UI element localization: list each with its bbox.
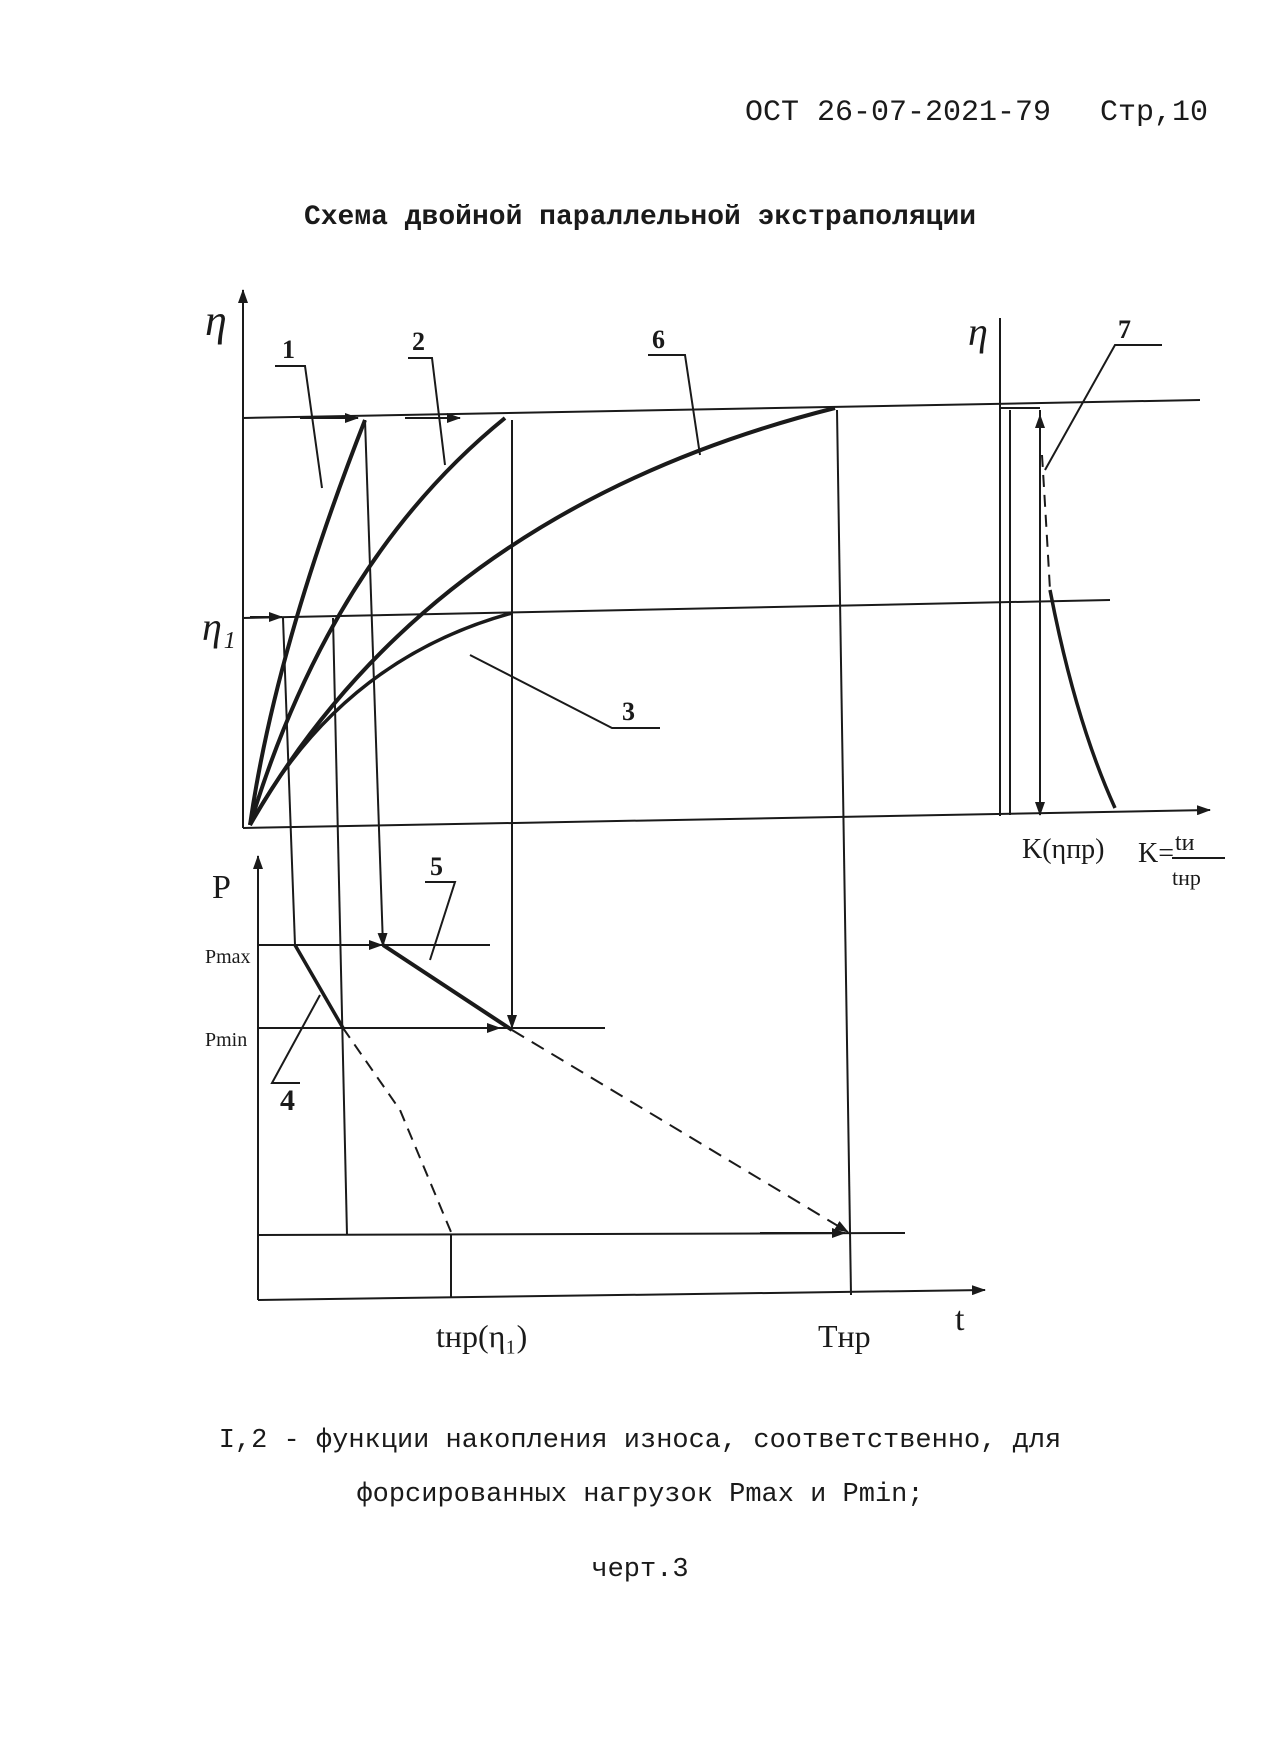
eta1-label: η₁ <box>202 604 236 649</box>
t-axis-label: t <box>955 1301 965 1338</box>
t-np-label: tнр(η₁) <box>436 1318 528 1354</box>
proj-6-top <box>837 410 851 1295</box>
curve-label-1: 1 <box>282 335 295 364</box>
curve-label-7: 7 <box>1118 315 1131 344</box>
leader-2 <box>408 358 445 465</box>
pmax-label: Pmax <box>205 946 251 968</box>
caption-line-2: форсированных нагрузок Pmax и Pmin; <box>356 1480 924 1510</box>
curve-label-3: 3 <box>622 697 635 726</box>
eta-right-axis-label: η <box>968 309 988 354</box>
page-number: Стр,10 <box>1100 96 1209 130</box>
figure-label: черт.3 <box>591 1555 689 1585</box>
k-formula-numerator: tи <box>1175 830 1195 856</box>
eta-limit-line <box>243 400 1200 418</box>
diagram-title: Схема двойной параллельной экстраполяции <box>303 202 977 233</box>
k-formula-denominator: tнр <box>1172 865 1201 890</box>
curve-label-2: 2 <box>412 327 425 356</box>
T-np-label: Tнр <box>818 1318 871 1354</box>
curve-label-6: 6 <box>652 325 665 354</box>
leader-7 <box>1045 345 1162 470</box>
t-axis <box>258 1290 985 1300</box>
k-axis <box>243 810 1210 828</box>
eta-axis-label: η <box>205 296 227 345</box>
leader-1 <box>275 366 322 488</box>
leader-5 <box>425 882 455 960</box>
leader-4 <box>272 995 320 1083</box>
k-eta-label: K(ηпр) <box>1022 834 1105 865</box>
leader-6 <box>648 355 700 455</box>
caption-line-1: I,2 - функции накопления износа, соответственно, для <box>218 1426 1062 1456</box>
k-formula-left: K= <box>1138 838 1175 869</box>
line-5 <box>383 945 512 1030</box>
line-4-dashed <box>343 1028 451 1232</box>
pmin-label: Pmin <box>205 1029 248 1051</box>
curve-7-dashed <box>1042 455 1050 590</box>
p-axis-label: P <box>212 869 231 906</box>
curve-label-4: 4 <box>280 1084 295 1117</box>
curve-label-5: 5 <box>430 852 443 881</box>
curve-1 <box>250 420 365 825</box>
curve-7-solid <box>1050 590 1115 808</box>
line-5-dashed <box>512 1030 848 1232</box>
line-4 <box>295 945 343 1028</box>
eta1-line <box>243 600 1110 618</box>
document-code: ОСТ 26-07-2021-79 <box>745 96 1052 130</box>
